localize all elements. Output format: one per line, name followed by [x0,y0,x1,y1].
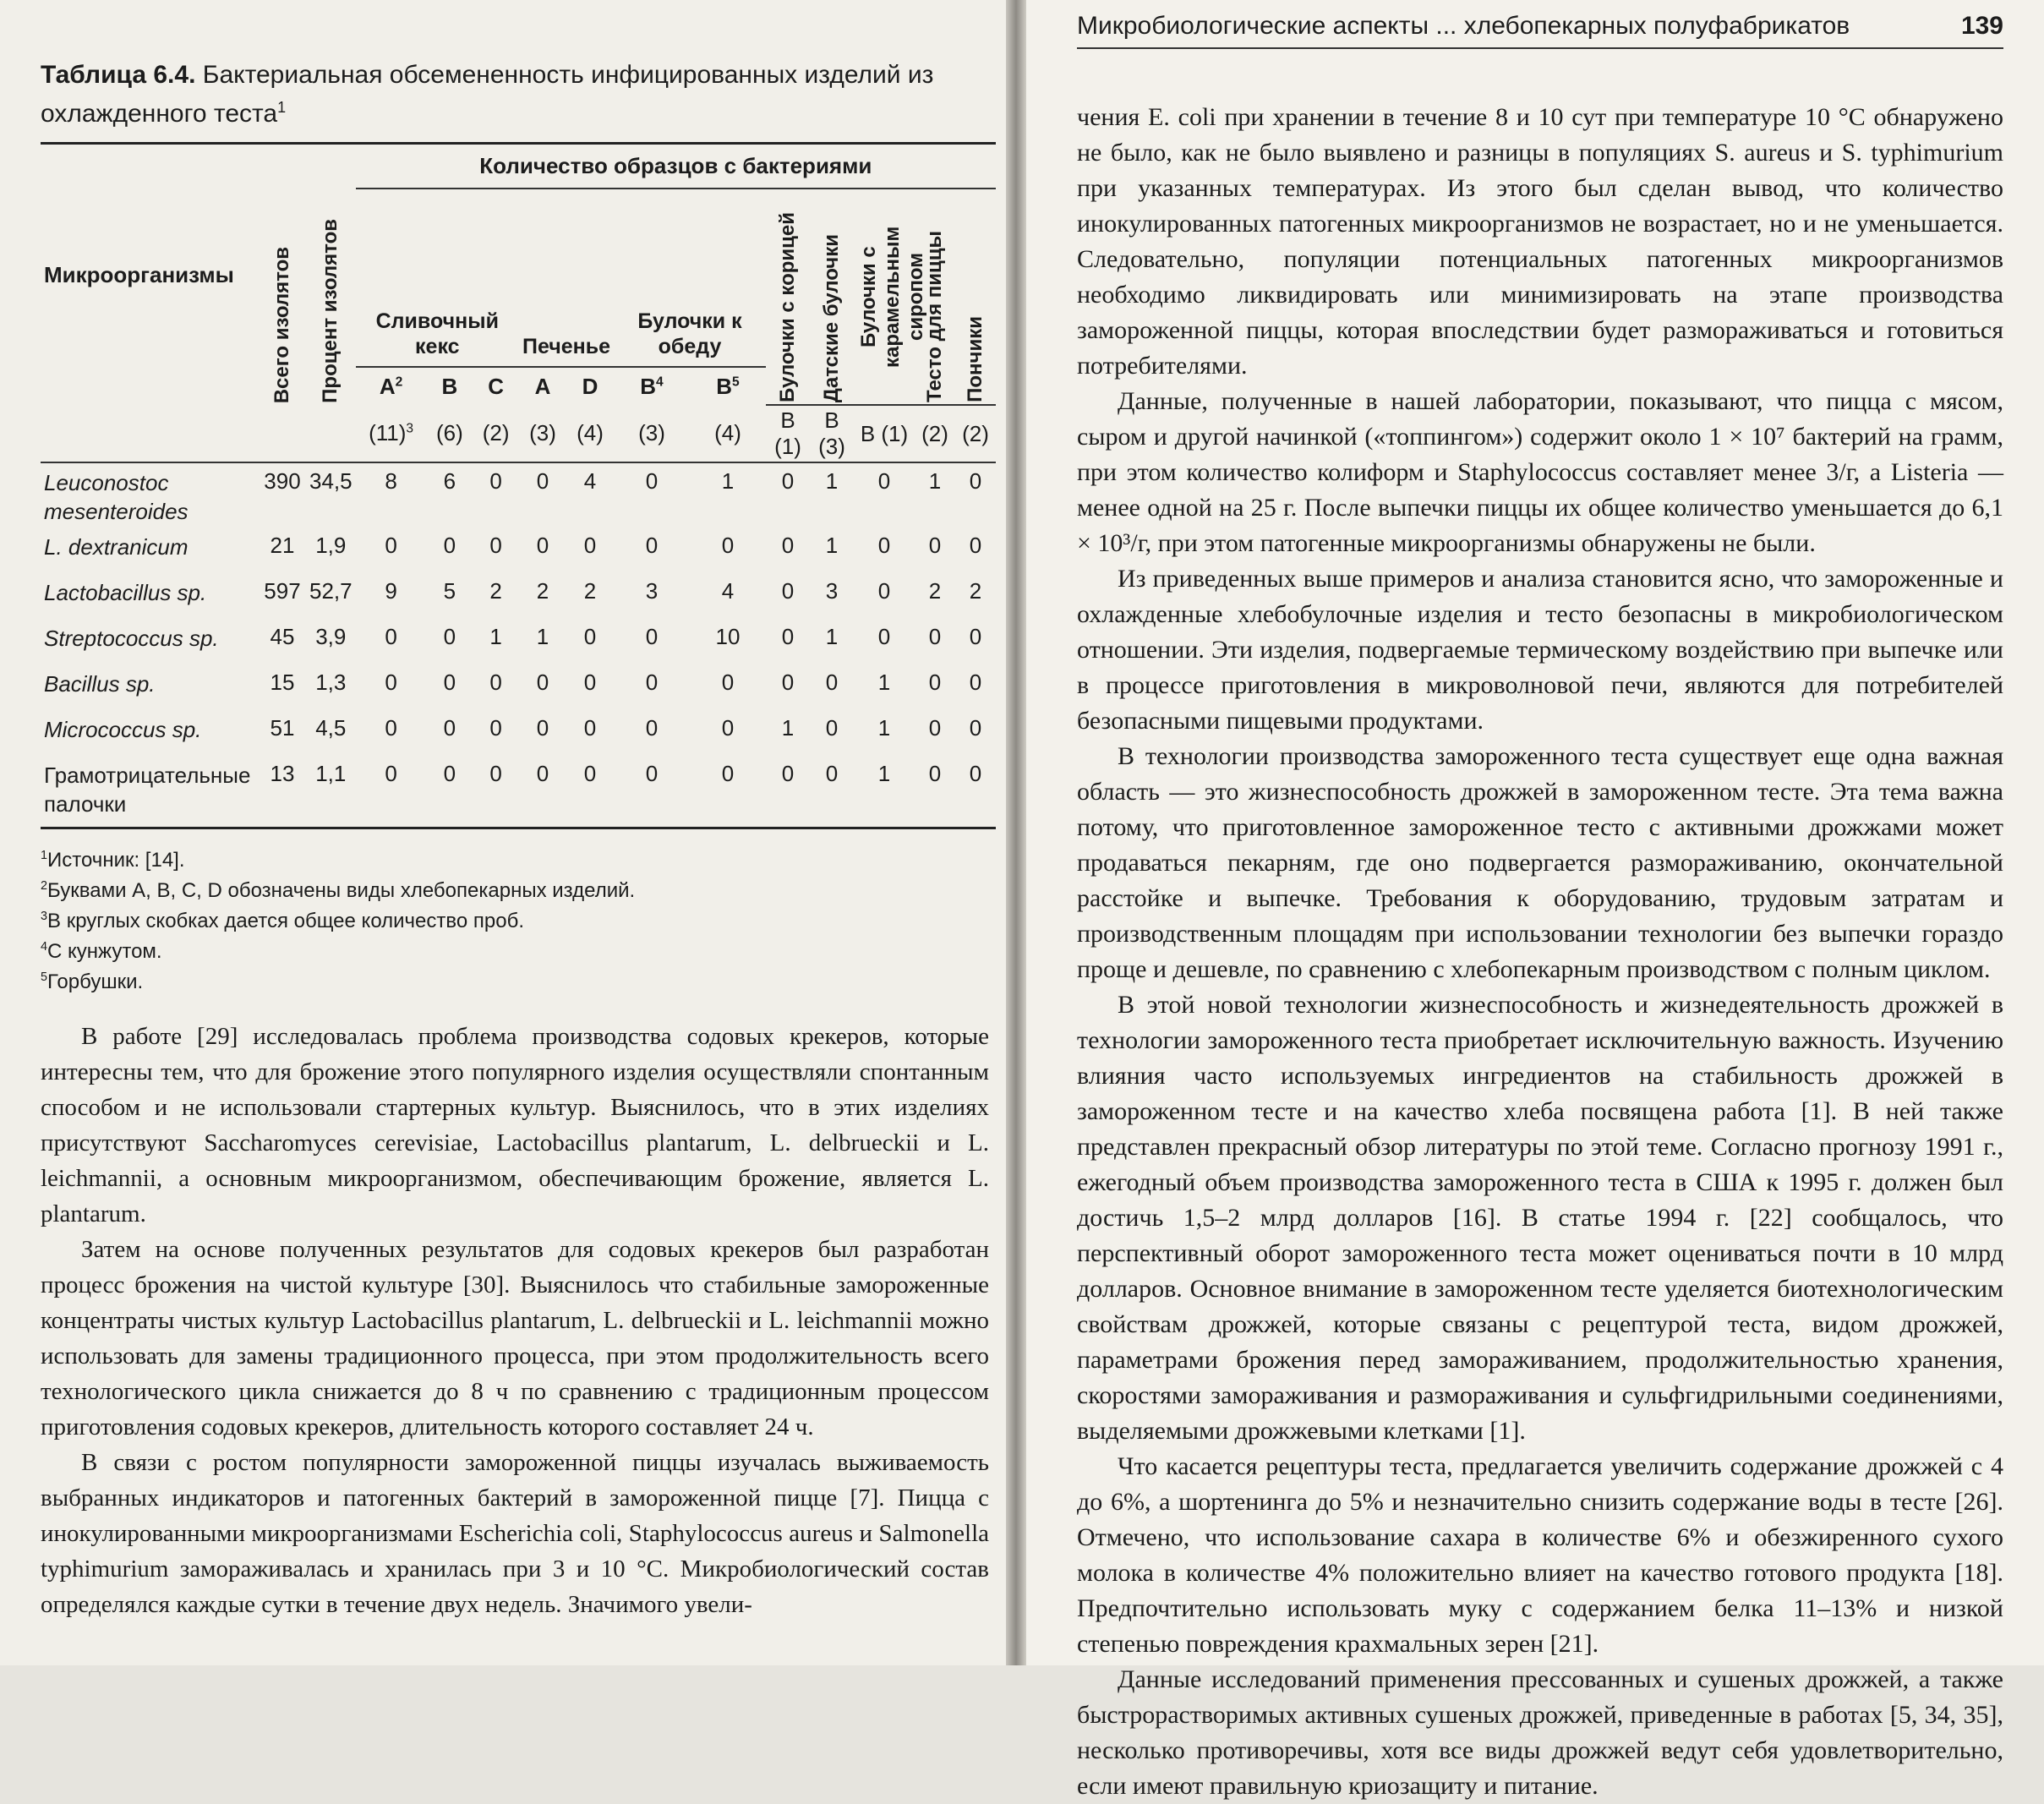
sample-count-cell: 5 [443,578,456,604]
sample-count-cell: 0 [614,756,690,828]
book-spine [1006,0,1026,1665]
sample-count-cell: 0 [536,715,549,741]
sample-count-cell: 0 [877,468,891,494]
sample-count-cell: 0 [810,756,854,828]
sample-count-value: (3) [529,420,556,446]
percent-isolates-cell: 52,7 [309,578,353,604]
product-code-letter: B [441,373,458,399]
sample-count-cell: 1 [721,468,735,494]
sample-count-cell: 0 [781,670,795,695]
percent-isolates-cell: 1,3 [315,670,347,695]
table-row [41,462,996,528]
sample-count-cell: 0 [877,578,891,604]
right-page [1026,0,2044,1800]
sample-count-cell: 1 [536,624,549,649]
header-percent-isolates: Процент изолятов [319,219,342,403]
footnote-number: 5 [41,970,48,984]
sample-count [810,405,854,462]
footnote-text: С кунжутом. [47,940,162,963]
sample-count-value: (2) [482,420,510,446]
right-paragraph-3: Из приведенных выше примеров и анализа становится ясно, что замороженные и охлажденные хлебобулочные изделия и тесто безопасны в микробиологическом отношении. Эти изделия, подвергаемые термическому воздействию при выпечке или в процессе приготовления в микроволновой печи, являются для потребителей безопасными пищевыми продуктами. [1077,565,2003,735]
running-head-title: Микробиологические аспекты ... хлебопекарных полуфабрикатов [1077,12,1850,40]
sample-count [519,405,566,462]
sample-count-cell: 1 [877,670,891,695]
organism-name: Leuconostoc mesenteroides [44,470,189,524]
sample-count-cell: 8 [385,468,397,494]
total-isolates-cell: 51 [270,715,295,741]
footnote-number: 4 [41,940,48,954]
sample-count-cell: 0 [536,533,549,558]
sample-count-cell: 4 [583,468,597,494]
sample-count-cell: 0 [969,624,982,649]
sample-count-cell: 1 [928,468,942,494]
header-cookies: Печенье [519,189,614,367]
left-paragraph-2: Затем на основе полученных результатов для содовых крекеров был разработан процесс брожения на чистой культуре [30]. Выяснилось что стабильные замороженные концентраты чистых культур Lactobacillus plantarum, L. delbrueckii и L. leichmannii можно использовать для замены традиционного процесса, при этом продолжительность всего технологического цикла снижается до 8 ч по сравнению с традиционным процессом приготовления содовых крекеров, длительность которого составляет 24 ч. [41,1236,989,1440]
product-code [690,367,766,405]
sample-count-cell: 0 [566,756,614,828]
right-paragraph-1: чения E. coli при хранении в течение 8 и 10 сут при температуре 10 °С обнаружено не было, как не было выявлено и разницы в популяциях S. aureus и S. typhimurium при указанных температурах. Из этого был сделан вывод, что количество инокулированных патогенных микроорганизмов не возрастает, но и не уменьшается. Следовательно, популяции потенциальных патогенных микроорганизмов необходимо ликвидировать или минимизировать на этапе производства замороженной пиццы, которая впоследствии будет размораживаться и готовиться потребителями. [1077,103,2003,380]
product-code [519,367,566,405]
product-code-letter: A [534,373,551,399]
organism-name: Грамотрицательные палочки [41,756,259,828]
sample-count-cell: 1 [854,756,915,828]
running-head [1077,0,2003,49]
sample-count-cell: 1 [489,624,502,649]
sample-count [473,405,519,462]
footnote-number: 3 [41,910,48,923]
left-paragraph-1: В работе [29] исследовалась проблема производства содовых крекеров, которые интересны тем, что для брожение этого популярного изделия осуществляли спонтанным способом и не использовали стартерных культур. Выяснилось, что в этих изделиях присутствуют Saccharomyces cerevisiae, Lactobacillus plantarum, L. delbrueckii и L. leichmannii, а основным микроорганизмом, обеспечивающим брожение, является L. plantarum. [41,1023,989,1227]
right-paragraph-6: Что касается рецептуры теста, предлагается увеличить содержание дрожжей с 4 до 6%, а шортенинга до 5% и незначительно снизить содержание воды в тесте [26]. Отмечено, что использование сахара в количестве 6% и обезжиренного сухого молока в количестве 4% положительно влияет на качество готового продукта [18]. Предпочтительно использовать муку с содержанием белка 11–13% и низкой степенью повреждения крахмальных зерен [21]. [1077,1452,2003,1658]
footnote-text: В круглых скобках дается общее количество проб. [47,910,524,932]
header-cinnamon-rolls: Булочки с корицей [776,212,799,402]
table-row [41,573,996,619]
sample-count-value: B (3) [818,407,845,459]
sample-count-cell: 1 [781,715,795,741]
sample-count-cell: 0 [781,624,795,649]
sample-count-cell: 3 [645,578,659,604]
sample-count-cell: 4 [721,578,735,604]
total-isolates-cell: 13 [259,756,306,828]
sample-count [614,405,690,462]
table-row [41,756,996,828]
sample-count-cell: 1 [877,715,891,741]
table-caption [41,59,989,130]
sample-count-cell: 0 [583,533,597,558]
table-row [41,710,996,756]
percent-isolates-cell: 4,5 [315,715,347,741]
product-code [356,367,427,405]
sample-count-cell: 0 [877,624,891,649]
sample-count-cell: 0 [385,670,397,695]
sample-count-cell: 0 [489,670,502,695]
footnote [41,873,989,904]
organism-name: L. dextranicum [44,534,189,560]
sample-count-cell: 0 [645,533,659,558]
product-code-footnote-mark: 4 [656,374,664,389]
sample-count [356,405,427,462]
sample-count-cell: 1 [825,624,839,649]
sample-count-cell: 0 [721,533,735,558]
product-code [566,367,614,405]
sample-count-value: (3) [638,420,665,446]
organism-name: Streptococcus sp. [44,626,219,651]
page-number: 139 [1960,12,2003,40]
sample-count-cell: 1 [825,533,839,558]
sample-count-cell: 0 [645,624,659,649]
sample-count-cell: 0 [825,670,839,695]
sample-count-cell: 0 [721,715,735,741]
sample-count-cell: 9 [385,578,397,604]
sample-count-cell: 0 [473,756,519,828]
sample-count-cell: 0 [969,468,982,494]
sample-count-cell: 3 [825,578,839,604]
sample-count-cell: 0 [928,533,942,558]
left-paragraph-3: В связи с ростом популярности замороженной пиццы изучалась выживаемость выбранных индикаторов и патогенных бактерий в замороженной пицце [7]. Пицца с инокулированными микроорганизмами Escherichia coli, Staphylococcus aureus и Salmonella typhimurium замораживалась и хранилась при 3 и 10 °С. Микробиологический состав определялся каждые сутки в течение двух недель. Значимого увели- [41,1449,989,1618]
sample-count-cell: 0 [955,756,996,828]
total-isolates-cell: 390 [264,468,301,494]
sample-count-cell: 0 [489,468,502,494]
sample-count-cell: 0 [489,533,502,558]
organism-name: Micrococcus sp. [44,717,202,742]
sample-count-cell: 2 [969,578,982,604]
sample-count-cell: 0 [489,715,502,741]
product-code-letter: B [716,373,733,399]
footnote-number: 1 [41,849,48,862]
sample-count-value: (2) [921,420,948,446]
header-samples-group: Количество образцов с бактериями [356,144,996,189]
sample-count-cell: 2 [583,578,597,604]
sample-count-value: (4) [577,420,604,446]
sample-count-cell: 0 [721,670,735,695]
sample-count [690,405,766,462]
product-code-letter: C [488,373,504,399]
sample-count-cell: 0 [645,715,659,741]
sample-count-cell: 0 [443,670,456,695]
sample-count-cell: 0 [443,624,456,649]
sample-count-cell: 0 [781,578,795,604]
percent-isolates-cell: 1,1 [306,756,356,828]
product-code-footnote-mark: 5 [732,374,740,389]
sample-count-cell: 0 [877,533,891,558]
sample-count-cell: 0 [690,756,766,828]
sample-count [854,405,915,462]
total-isolates-cell: 45 [270,624,295,649]
sample-count-value: (6) [435,420,463,446]
bacteria-table [41,142,996,829]
table-footnotes [41,843,989,995]
sample-count [427,405,473,462]
footnote [41,843,989,873]
sample-count [915,405,955,462]
header-donuts: Пончики [964,316,986,402]
sample-count-cell: 0 [915,756,955,828]
header-danish-rolls: Датские булочки [820,233,843,402]
table-caption-text: Бактериальная обсемененность инфицированных изделий из охлажденного теста [41,61,934,128]
product-code [614,367,690,405]
sample-count-cell: 0 [928,670,942,695]
sample-count-cell: 10 [715,624,741,649]
percent-isolates-cell: 3,9 [315,624,347,649]
footnote-text: Горбушки. [47,970,144,993]
header-pizza-dough: Тесто для пиццы [923,230,946,402]
footnote-text: Источник: [14]. [47,849,185,872]
table-caption-number: Таблица 6.4. [41,61,196,89]
organism-name: Lactobacillus sp. [44,580,207,605]
sample-count-value: (11) [369,420,407,446]
sample-count-cell: 0 [969,533,982,558]
table-row [41,528,996,573]
sample-count-cell: 2 [928,578,942,604]
sample-count-value: B (1) [860,420,909,446]
sample-count-cell: 0 [385,624,397,649]
sample-count-value: (4) [714,420,741,446]
sample-count [766,405,810,462]
sample-count-cell: 0 [781,533,795,558]
product-code-letter: D [582,373,598,399]
left-page [0,0,1006,1665]
sample-count [955,405,996,462]
sample-count-footnote-mark: 3 [406,421,414,436]
sample-count-cell: 0 [969,715,982,741]
right-paragraph-4: В технологии производства замороженного теста существует еще одна важная область — это жизнеспособность дрожжей в замороженном тесте. Эта тема важна потому, что приготовленное замороженное тесто с активными дрожжами может продаваться пекарням, где оно подвергается размораживанию, окончательной расстойке и выпечке. Требования к оборудованию, трудовым затратам и производственным площадям при использовании технологии без выпечки гораздо проще и дешевле, по сравнению с хлебопекарным производством с полным циклом. [1077,742,2003,983]
total-isolates-cell: 15 [270,670,295,695]
sample-count-cell: 0 [536,670,549,695]
sample-count-cell: 0 [928,624,942,649]
organism-name: Bacillus sp. [44,671,156,697]
product-code-footnote-mark: 2 [395,374,403,389]
percent-isolates-cell: 34,5 [309,468,353,494]
header-total-isolates: Всего изолятов [271,246,293,403]
table-caption-footnote-mark: 1 [277,99,287,116]
total-isolates-cell: 597 [264,578,301,604]
percent-isolates-cell: 1,9 [315,533,347,558]
sample-count-cell: 0 [928,715,942,741]
sample-count-cell: 0 [427,756,473,828]
sample-count-cell: 1 [825,468,839,494]
sample-count-value: B (1) [774,407,801,459]
sample-count-cell: 0 [583,624,597,649]
sample-count-cell: 6 [443,468,456,494]
total-isolates-cell: 21 [270,533,295,558]
sample-count-cell: 0 [385,533,397,558]
header-butter-cake: Сливочный кекс [356,189,519,367]
footnote [41,965,989,995]
footnote-text: Буквами A, B, C, D обозначены виды хлебопекарных изделий. [47,879,636,902]
sample-count-cell: 0 [443,533,456,558]
right-paragraph-5: В этой новой технологии жизнеспособность и жизнедеятельность дрожжей в технологии замороженного теста приобретает исключительную важность. Изучению влияния часто используемых ингредиентов на стабильность дрожжей в замороженном тесте и на качество хлеба посвящена работа [1]. В ней также представлен прекрасный обзор литературы по этой теме. Согласно прогнозу 1991 г., ежегодный объем производства замороженного теста в США к 1995 г. должен был достичь 1,5–2 млрд долларов [16]. В статье 1994 г. [22] сообщалось, что перспективный оборот замороженного теста может оцениваться почти в 10 млрд долларов. Основное внимание в замороженном тесте уделяется биотехнологическим свойствам дрожжей, которые связаны с рецептурой теста, видом дрожжей, параметрами брожения перед замораживанием, продолжительностью хранения, скоростями замораживания и размораживания и сульфгидрильными соединениями, выделяемыми дрожжевыми клетками [1]. [1077,991,2003,1445]
sample-count-cell: 2 [489,578,502,604]
sample-count-cell: 0 [645,468,659,494]
product-code [427,367,473,405]
sample-count-cell: 0 [583,670,597,695]
sample-count-value: (2) [962,420,989,446]
sample-count-cell: 0 [385,715,397,741]
sample-count-cell: 2 [536,578,549,604]
sample-count-cell: 0 [583,715,597,741]
table-row [41,619,996,664]
sample-count-cell: 0 [969,670,982,695]
table-row [41,664,996,710]
header-microorganisms: Микроорганизмы [41,144,259,406]
header-caramel-rolls: Булочки с карамельным сиропом [857,226,927,368]
sample-count-cell: 0 [645,670,659,695]
sample-count-cell: 0 [766,756,810,828]
sample-count-cell: 0 [443,715,456,741]
product-code [473,367,519,405]
sample-count [566,405,614,462]
footnote-number: 2 [41,879,48,893]
sample-count-cell: 0 [536,468,549,494]
footnote [41,934,989,965]
right-paragraph-7: Данные исследований применения прессованных и сушеных дрожжей, а также быстрорастворимых активных сушеных дрожжей, приведенные в работах [5, 34, 35], несколько противоречивы, хотя все виды дрожжей ведут себя удовлетворительно, если имеют правильную криозащиту и питание. [1077,1665,2003,1800]
sample-count-cell: 0 [781,468,795,494]
product-code-letter: B [640,373,657,399]
footnote [41,904,989,934]
sample-count-cell: 0 [356,756,427,828]
product-code-letter: A [379,373,396,399]
sample-count-cell: 0 [825,715,839,741]
right-paragraph-2: Данные, полученные в нашей лаборатории, показывают, что пицца с мясом, сыром и другой начинкой («топпингом») содержит около 1 × 10⁷ бактерий на грамм, при этом количество колиформ и Staphylococcus составляет менее 3/г, а Listeria — менее одной на 25 г. После выпечки пиццы их общее количество уменьшается до 6,1 × 10³/г, при этом патогенные микроорганизмы обнаружены не были. [1077,387,2003,557]
header-lunch-rolls: Булочки к обеду [614,189,766,367]
sample-count-cell: 0 [519,756,566,828]
